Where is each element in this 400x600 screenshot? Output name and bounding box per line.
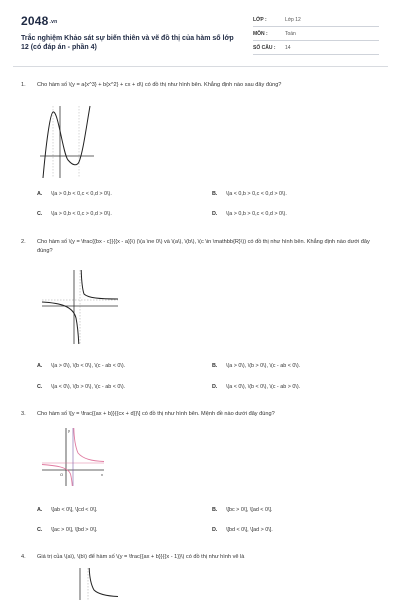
meta-grade-key: LỚP : [253,17,267,23]
option-text: \[ac > 0\], \[bd > 0\]. [51,527,98,533]
hyperbola-left-branch [42,302,79,344]
option-letter: A. [37,507,43,513]
hyperbola-right-branch [81,270,118,299]
option-letter: B. [212,507,218,513]
rational-left-branch [42,465,72,487]
option-letter: A. [37,363,43,369]
question-number: 3. [21,411,26,417]
option-letter: C. [37,384,43,390]
option-text: \(a > 0\), \(b < 0\), \(c - ab < 0\). [51,363,126,369]
option-text: \(a > 0,b < 0,c < 0,d > 0\). [51,191,112,197]
logo-text: 2048 [21,14,49,28]
meta-count [253,43,379,55]
origin-label: O [60,472,64,477]
document-title: Trắc nghiệm Khảo sát sự biến thiên và vẽ đồ thị của hàm số lớp 12 (có đáp án - phần 4) [21,35,234,51]
option-text: \(a < 0\), \(b < 0\), \(c - ab > 0\). [226,384,301,390]
q3-option-b[interactable] [212,507,272,513]
question-number: 4. [21,554,26,560]
option-text: \[bc > 0\], \[ad < 0\]. [226,507,273,513]
meta-subject [253,29,379,41]
header-divider [13,66,388,67]
q3-option-d[interactable] [212,527,273,533]
q1-option-b[interactable] [212,191,287,197]
meta-count-value: 14 [285,45,291,51]
option-letter: A. [37,191,43,197]
cubic-graph-figure [38,104,96,180]
option-letter: B. [212,191,218,197]
option-text: \(a > 0,b > 0,c < 0,d > 0\). [226,211,287,217]
q2-option-a[interactable] [37,363,125,369]
q4-graph-figure [58,568,118,600]
rational-graph-figure [40,426,106,488]
option-text: \(a < 0,b > 0,c < 0,d > 0\). [226,191,287,197]
option-letter: D. [212,211,218,217]
meta-count-key: SỐ CÂU : [253,45,276,51]
question-text: Giá trị của \(a\), \(b\) để hàm số \(y = \frac{{ax + b}}{{x - 1}}\) có đồ thị như hình vẽ là [37,554,245,560]
question-text: Cho hàm số \(y = a{x^3} + b{x^2} + cx + d\) có đồ thị như hình bên. Khẳng định nào sau đây đúng? [37,82,282,88]
option-letter: C. [37,527,43,533]
option-text: \(a > 0,b < 0,c > 0,d > 0\). [51,211,112,217]
q2-option-b[interactable] [212,363,300,369]
option-letter: C. [37,211,43,217]
meta-grade [253,15,379,27]
y-axis-label: y [68,428,70,433]
question-text: Cho hàm số \(y = \frac{{bx - c}}{{x - a}}\) (\(a \ne 0\) và \(a\), \(b\), \(c \in \mathbb{R}\)) có đồ thị như hình bên. Khẳng định nào dưới đây đúng? [37,239,370,254]
q1-option-a[interactable] [37,191,112,197]
option-letter: D. [212,527,218,533]
option-text: \(a > 0\), \(b > 0\), \(c - ab < 0\). [226,363,301,369]
q4-curve [89,568,118,597]
meta-subject-value: Toán [285,31,296,37]
question-text: Cho hàm số \[y = \frac{{ax + b}}{{cx + d}}\] có đồ thị như hình bên. Mệnh đề nào dưới đây đúng? [37,411,275,417]
q1-option-c[interactable] [37,211,112,217]
meta-subject-key: MÔN : [253,31,268,37]
q2-option-d[interactable] [212,384,300,390]
meta-grade-value: Lớp 12 [285,17,301,23]
x-axis-label: x [101,472,103,477]
option-text: \[ab < 0\], \[cd < 0\]. [51,507,98,513]
hyperbola-graph-figure [40,268,120,346]
cubic-curve [43,106,90,178]
option-text: \[bd < 0\], \[ad > 0\]. [226,527,273,533]
logo-suffix: .vn [49,18,58,25]
option-letter: B. [212,363,218,369]
question-number: 2. [21,239,26,245]
q3-option-c[interactable] [37,527,97,533]
q2-option-c[interactable] [37,384,125,390]
option-text: \(a < 0\), \(b > 0\), \(c - ab < 0\). [51,384,126,390]
rational-right-branch [74,428,104,462]
q3-option-a[interactable] [37,507,97,513]
site-logo[interactable] [21,14,57,28]
q1-option-d[interactable] [212,211,287,217]
question-number: 1. [21,82,26,88]
option-letter: D. [212,384,218,390]
